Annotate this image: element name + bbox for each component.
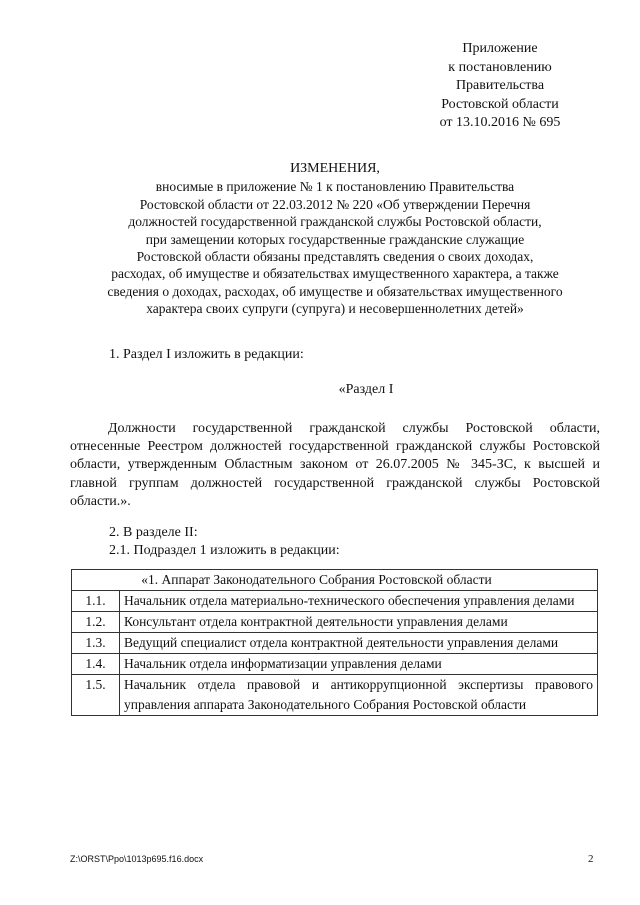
- row-text: Консультант отдела контрактной деятельности управления делами: [120, 612, 598, 633]
- table-row: [72, 675, 598, 716]
- table-row: [72, 633, 598, 654]
- appendix-line: к постановлению: [448, 59, 552, 75]
- appendix-block: [400, 40, 600, 133]
- title-line: при замещении которых государственные гражданские служащие: [145, 231, 525, 247]
- row-number: 1.5.: [72, 675, 120, 716]
- appendix-line: от 13.10.2016 № 695: [439, 115, 561, 130]
- title-line: расходах, об имуществе и обязательствах имущественного характера, а также: [111, 266, 559, 282]
- document-title: [70, 160, 600, 318]
- row-number: 1.2.: [72, 612, 120, 633]
- footer-file-path: Z:\ORST\Ppo\1013p695.f16.docx: [70, 854, 204, 864]
- title-line: Ростовской области от 22.03.2012 № 220 «Об утверждении Перечня: [139, 196, 531, 212]
- item-1: 1. Раздел I изложить в редакции:: [109, 347, 304, 362]
- row-number: 1.4.: [72, 654, 120, 675]
- table-header-cell: «1. Аппарат Законодательного Собрания Ростовской области: [72, 570, 598, 591]
- row-number: 1.1.: [72, 591, 120, 612]
- title-line: вносимые в приложение № 1 к постановлению Правительства: [155, 179, 515, 195]
- item-2-1: 2.1. Подраздел 1 изложить в редакции:: [109, 543, 340, 558]
- table-row: [72, 654, 598, 675]
- section-text: Должности государственной гражданской службы Ростовской области, отнесенные Реестром должностей государственной гражданской службы Ростовской области, утвержденным Областным законом от 26.07.2005 № 345-ЗС, к высшей и главной группам должностей государственной гражданской службы Ростовской области.».: [70, 421, 600, 509]
- table-row: [72, 591, 598, 612]
- title-line: должностей государственной гражданской службы Ростовской области,: [128, 214, 542, 230]
- positions-table: [71, 569, 598, 716]
- appendix-line: Ростовской области: [441, 96, 559, 112]
- row-text: Ведущий специалист отдела контрактной деятельности управления делами: [120, 633, 598, 654]
- title-line: характера своих супруги (супруга) и несовершеннолетних детей»: [146, 301, 524, 317]
- row-text: Начальник отдела информатизации управления делами: [120, 654, 598, 675]
- row-text: Начальник отдела материально-технического обеспечения управления делами: [120, 591, 598, 612]
- row-text: Начальник отдела правовой и антикоррупционной экспертизы правового управления аппарата Законодательного Собрания Ростовской области: [120, 675, 598, 716]
- table-row: [72, 612, 598, 633]
- title-line: Ростовской области обязаны представлять сведения о своих доходах,: [136, 249, 534, 265]
- row-number: 1.3.: [72, 633, 120, 654]
- appendix-line: Приложение: [462, 41, 538, 56]
- title-line: сведения о доходах, расходах, об имуществе и обязательствах имущественного: [107, 283, 563, 299]
- appendix-line: Правительства: [455, 78, 545, 93]
- section-heading: «Раздел I: [338, 382, 394, 397]
- page-number: 2: [588, 853, 594, 865]
- table-header-row: [72, 570, 598, 591]
- title-heading: ИЗМЕНЕНИЯ,: [290, 161, 380, 176]
- item-2: 2. В разделе II:: [109, 525, 198, 540]
